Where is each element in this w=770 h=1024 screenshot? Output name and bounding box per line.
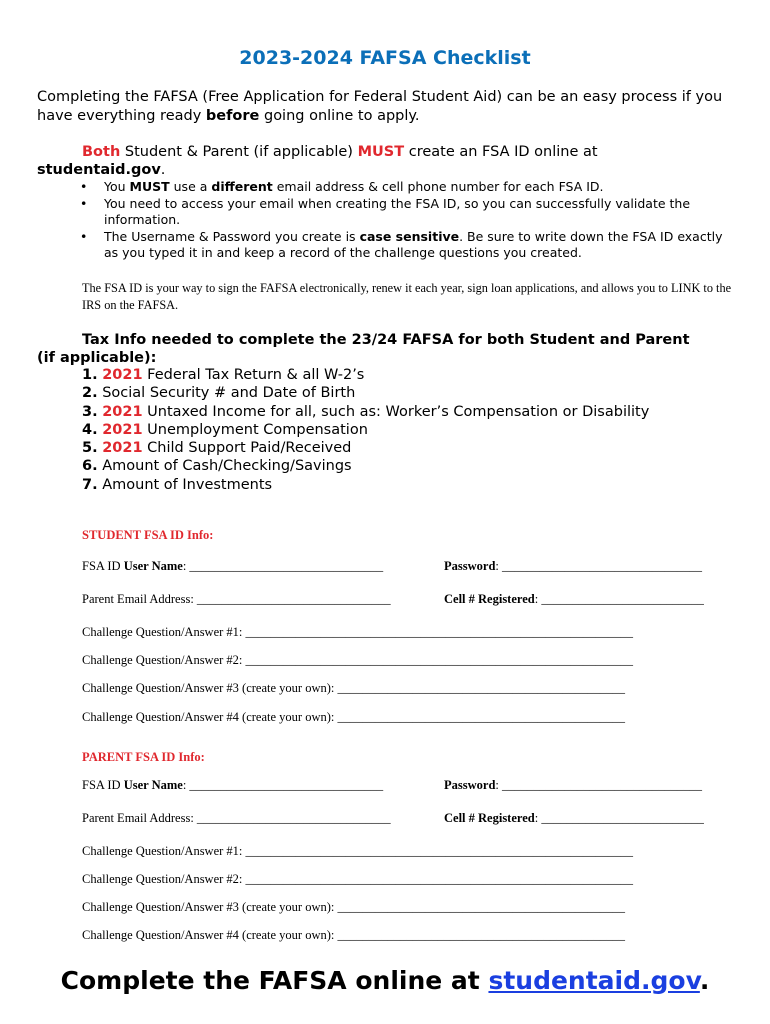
section-title: PARENT FSA ID Info: <box>82 750 205 764</box>
parent-password-field[interactable]: Password: ________________________________ <box>444 778 703 792</box>
parent-email-field[interactable]: Parent Email Address: _______________________________ <box>82 811 391 825</box>
parent-question-1[interactable]: Challenge Question/Answer #1: ______________________________________________________________ <box>82 844 634 858</box>
footer-callout: Complete the FAFSA online at studentaid.gov. <box>60 966 710 995</box>
student-question-2[interactable]: Challenge Question/Answer #2: ______________________________________________________________ <box>82 653 634 667</box>
fsa-id-note: The FSA ID is your way to sign the FAFSA electronically, renew it each year, sign loan applications, and allows you to LINK to the IRS on the FAFSA. <box>82 281 732 312</box>
page-title: 2023-2024 FAFSA Checklist <box>239 47 531 69</box>
parent-question-4[interactable]: Challenge Question/Answer #4 (create your own): ______________________________________________ <box>82 928 625 942</box>
tax-info-list <box>82 366 649 494</box>
fsa-id-bullets <box>80 179 735 262</box>
student-username-field[interactable]: FSA ID User Name: _______________________________ <box>82 559 384 573</box>
student-password-field[interactable]: Password: ________________________________ <box>444 559 703 573</box>
student-email-field[interactable]: Parent Email Address: _______________________________ <box>82 592 391 606</box>
parent-question-3[interactable]: Challenge Question/Answer #3 (create your own): ______________________________________________ <box>82 900 625 914</box>
intro-paragraph: Completing the FAFSA (Free Application for Federal Student Aid) can be an easy process if you have everything ready before going online to apply. <box>37 89 723 124</box>
parent-cell-field[interactable]: Cell # Registered: __________________________ <box>444 811 704 825</box>
parent-username-field[interactable]: FSA ID User Name: _______________________________ <box>82 778 384 792</box>
must-emphasis: MUST <box>357 144 405 160</box>
list-item: 5. 2021 Child Support Paid/Received <box>82 440 352 457</box>
student-question-1[interactable]: Challenge Question/Answer #1: ______________________________________________________________ <box>82 625 634 639</box>
fsa-id-requirement: Both Student & Parent (if applicable) MUST create an FSA ID online at studentaid.gov. <box>37 144 598 178</box>
studentaid-site: studentaid.gov <box>37 162 161 178</box>
parent-question-2[interactable]: Challenge Question/Answer #2: ______________________________________________________________ <box>82 872 634 886</box>
student-cell-field[interactable]: Cell # Registered: __________________________ <box>444 592 704 606</box>
section-title: STUDENT FSA ID Info: <box>82 528 214 542</box>
list-item: 1. 2021 Federal Tax Return & all W-2’s <box>82 367 365 383</box>
list-item: • You need to access your email when creating the FSA ID, so you can successfully validate the information. <box>80 196 735 229</box>
student-question-4[interactable]: Challenge Question/Answer #4 (create your own): ______________________________________________ <box>82 710 625 724</box>
list-item: 2. Social Security # and Date of Birth <box>82 385 356 402</box>
list-item: 7. Amount of Investments <box>82 476 273 493</box>
list-item: • You MUST use a different email address & cell phone number for each FSA ID. <box>80 179 735 196</box>
student-question-3[interactable]: Challenge Question/Answer #3 (create your own): ______________________________________________ <box>82 681 625 695</box>
list-item: 6. Amount of Cash/Checking/Savings <box>82 458 352 475</box>
list-item: 4. 2021 Unemployment Compensation <box>82 421 368 438</box>
both-emphasis: Both <box>82 144 121 160</box>
list-item: 3. 2021 Untaxed Income for all, such as: Worker’s Compensation or Disability <box>82 403 650 420</box>
tax-info-heading: Tax Info needed to complete the 23/24 FAFSA for both Student and Parent (if applicable): <box>37 332 690 366</box>
list-item: • The Username & Password you create is case sensitive. Be sure to write down the FSA ID exactly as you typed it in and keep a record of the challenge questions you created. <box>80 229 735 262</box>
studentaid-link[interactable]: studentaid.gov <box>488 966 700 995</box>
